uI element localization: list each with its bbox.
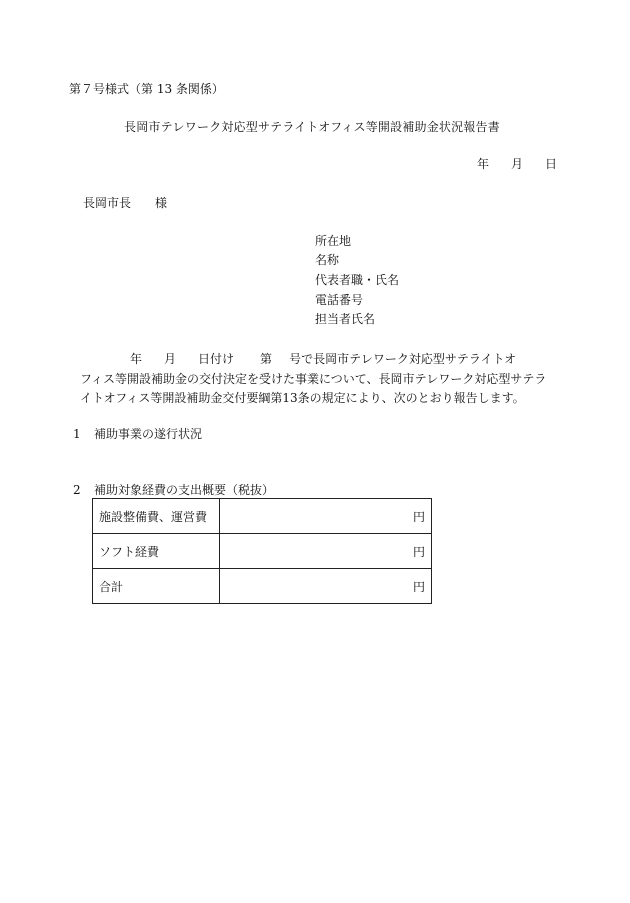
- expense-row-unit: 円: [412, 579, 425, 594]
- expense-row-label: 施設整備費、運営費: [93, 499, 220, 534]
- addressee-name: 長岡市長: [83, 196, 132, 210]
- table-row: [93, 499, 432, 534]
- addressee-honorific: 様: [155, 196, 168, 210]
- section-2-number: 2: [73, 483, 81, 497]
- section-1-heading: [73, 428, 202, 440]
- expense-row-unit: 円: [412, 544, 425, 559]
- document-title: 長岡市テレワーク対応型サテライトオフィス等開設補助金状況報告書: [124, 120, 500, 134]
- expense-row-label: ソフト経費: [93, 534, 220, 569]
- section-2-heading: [73, 484, 274, 496]
- applicant-name-label: 名称: [315, 253, 340, 267]
- section-1-number: 1: [73, 427, 81, 441]
- applicant-address-label: 所在地: [315, 234, 352, 248]
- section-2-title: 補助対象経費の支出概要（税抜）: [94, 483, 275, 497]
- date-year-label: 年: [477, 157, 490, 171]
- body-number-prefix: 第: [260, 352, 273, 366]
- date-line: [477, 158, 557, 170]
- expense-row-label: 合計: [93, 569, 220, 604]
- expense-row-unit: 円: [412, 509, 425, 524]
- report-body-paragraph: [80, 350, 560, 409]
- expense-row-amount-field[interactable]: [220, 569, 432, 604]
- section-1-title: 補助事業の遂行状況: [94, 427, 203, 441]
- date-month-label: 月: [511, 157, 524, 171]
- expense-row-amount-field[interactable]: [220, 499, 432, 534]
- body-month: 月: [164, 352, 177, 366]
- body-line-2: フィス等開設補助金の交付決定を受けた事業について、長岡市テレワーク対応型サテラ: [80, 371, 547, 386]
- body-line-1-rest: 号で長岡市テレワーク対応型サテライトオ: [289, 352, 517, 366]
- body-year: 年: [130, 352, 143, 366]
- applicant-representative-label: 代表者職・氏名: [315, 273, 400, 287]
- form-number: 第７号様式（第 13 条関係）: [69, 82, 224, 96]
- applicant-contact-label: 担当者氏名: [315, 312, 376, 326]
- addressee: [83, 197, 167, 209]
- body-line-3: イトオフィス等開設補助金交付要綱第13条の規定により、次のとおり報告します。: [80, 391, 525, 405]
- applicant-phone-label: 電話番号: [315, 293, 364, 307]
- expense-row-amount-field[interactable]: [220, 534, 432, 569]
- body-line-1: [80, 350, 560, 370]
- expense-table: [92, 498, 432, 604]
- table-row: [93, 569, 432, 604]
- date-day-label: 日: [545, 157, 558, 171]
- body-day-suffix: 日付け: [198, 352, 235, 366]
- table-row: [93, 534, 432, 569]
